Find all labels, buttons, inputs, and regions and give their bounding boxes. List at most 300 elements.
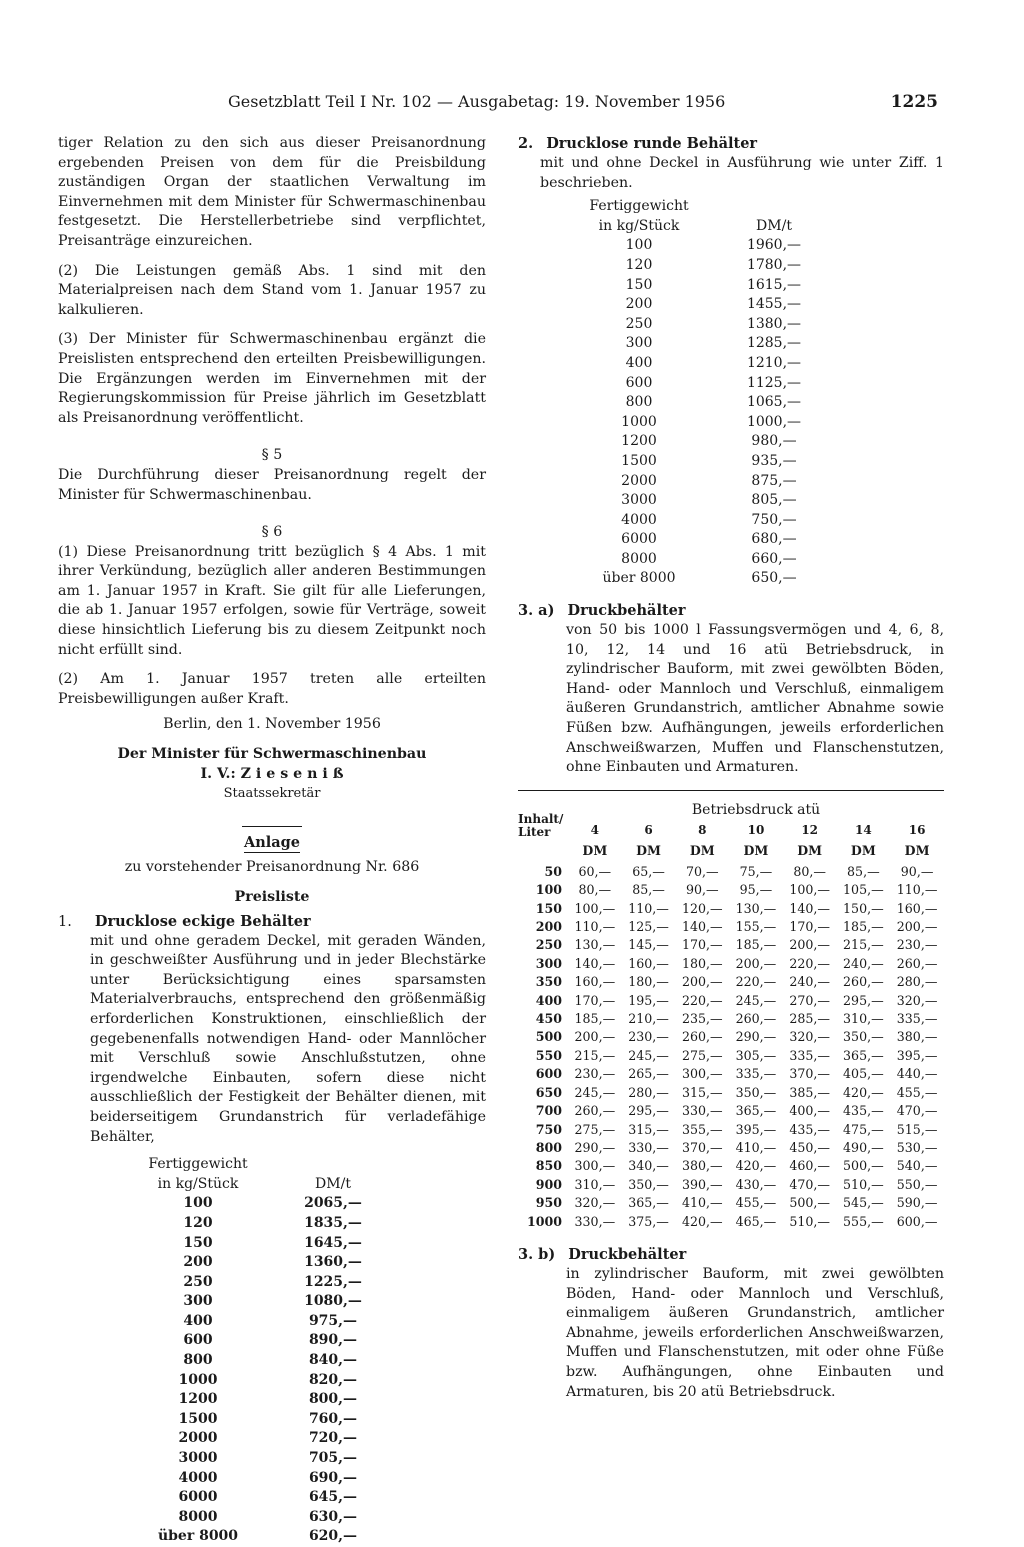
table-row [518, 1121, 944, 1139]
table-row [518, 973, 944, 991]
price-cell: 600,— [896, 1213, 938, 1229]
paragraph-3: (3) Der Minister für Schwermaschinenbau ergänzt die Preislisten entsprechend den erteilten Preisbewilligungen. Die Ergänzungen werden im Einvernehmen mit der Regierungskommission für Preise jährlich im Gesetzblatt als Preisanordnung veröffentlicht. [58, 331, 486, 426]
table-row [584, 334, 854, 354]
price-cell: 365,— [843, 1047, 884, 1063]
weight-cell: 600 [183, 1332, 213, 1349]
price-cell: 705,— [308, 1450, 358, 1467]
volume-cell: 100 [535, 882, 562, 898]
table-row [518, 1010, 944, 1028]
weight-cell: 8000 [621, 550, 657, 567]
price-cell: 315,— [681, 1084, 723, 1100]
price-cell: 335,— [789, 1047, 830, 1063]
price-cell: 390,— [681, 1176, 723, 1192]
price-cell: 270,— [789, 992, 830, 1008]
weight-cell: 3000 [178, 1450, 218, 1467]
price-cell: 110,— [896, 882, 938, 898]
price-cell: 590,— [896, 1195, 938, 1211]
table-head-price: DM/t [756, 217, 792, 234]
table-row [518, 936, 944, 954]
price-cell: 340,— [628, 1158, 669, 1174]
volume-cell: 350 [535, 974, 562, 990]
weight-cell: über 8000 [157, 1528, 239, 1545]
table-row [138, 1508, 408, 1528]
weight-cell: 1200 [621, 433, 657, 450]
price-cell: 365,— [735, 1103, 777, 1119]
price-cell: 1380,— [746, 315, 802, 332]
table-row [138, 1331, 408, 1351]
price-cell: 310,— [843, 1011, 884, 1027]
weight-cell: 300 [625, 335, 653, 352]
price-cell: 265,— [628, 1066, 669, 1082]
price-cell: 230,— [896, 937, 938, 953]
price-cell: 380,— [896, 1029, 938, 1045]
weight-cell: 6000 [178, 1489, 218, 1506]
price-cell: 1360,— [304, 1254, 362, 1271]
price-cell: 540,— [896, 1158, 938, 1174]
price-cell: 220,— [735, 974, 777, 990]
price-cell: 160,— [896, 900, 938, 916]
volume-cell: 450 [535, 1011, 562, 1027]
price-cell: 335,— [735, 1066, 777, 1082]
item-2-text: mit und ohne Deckel in Ausführung wie unter Ziff. 1 beschrieben. [540, 155, 944, 191]
price-cell: 410,— [735, 1139, 777, 1155]
price-cell: 435,— [789, 1121, 830, 1137]
price-cell: 350,— [735, 1084, 777, 1100]
price-cell: 430,— [735, 1176, 777, 1192]
price-cell: 380,— [681, 1158, 723, 1174]
price-cell: 80,— [793, 863, 826, 879]
price-cell: 805,— [751, 492, 797, 509]
table-row [584, 295, 854, 315]
price-cell: 185,— [574, 1011, 616, 1027]
price-cell: 245,— [574, 1084, 616, 1100]
table-row [584, 491, 854, 511]
price-cell: 720,— [308, 1430, 358, 1447]
page-title: Gesetzblatt Teil I Nr. 102 — Ausgabetag: 19. November 1956 [228, 92, 726, 111]
price-cell: 280,— [896, 974, 938, 990]
price-cell: 370,— [681, 1139, 723, 1155]
price-cell: 320,— [574, 1195, 616, 1211]
pressure-price-table [518, 790, 944, 1231]
price-cell: 330,— [574, 1213, 616, 1229]
item-1-heading [58, 912, 486, 932]
item-2-title: Drucklose runde Behälter [546, 135, 758, 152]
weight-table-right [584, 197, 854, 589]
price-cell: 470,— [789, 1176, 830, 1192]
price-cell: 110,— [628, 900, 669, 916]
price-cell: 395,— [735, 1121, 777, 1137]
unit-row [518, 839, 944, 863]
volume-cell: 700 [535, 1103, 562, 1119]
pressure-title: Betriebsdruck atü [568, 790, 944, 821]
table-row [584, 354, 854, 374]
price-cell: 510,— [843, 1176, 884, 1192]
price-cell: 275,— [681, 1047, 723, 1063]
price-cell: 160,— [628, 955, 669, 971]
weight-cell: 1000 [178, 1371, 218, 1388]
price-cell: 260,— [735, 1011, 777, 1027]
volume-cell: 750 [535, 1121, 562, 1137]
table-head-weight: Fertiggewicht in kg/Stück [148, 1156, 248, 1192]
anlage-block [58, 826, 486, 908]
item-3a-text: von 50 bis 1000 l Fassungsvermögen und 4, 6, 8, 10, 12, 14 und 16 atü Betriebsdruck, in zylindrischer Bauform, mit zwei gewölbten Böden, Hand- oder Mannloch und Verschluß, einmaligem äußeren Grundanstrich, amtlicher Abnahme sowie Füßen bzw. Aufhängungen, jeweils erforderlichen Anschweißwarzen, Muffen und Flanschenstutzen, ohne Einbauten und Armaturen. [566, 622, 944, 776]
price-cell: 180,— [628, 974, 669, 990]
price-cell: 350,— [628, 1176, 669, 1192]
price-cell: 290,— [735, 1029, 777, 1045]
item-2-number: 2. [518, 135, 534, 152]
price-cell: 235,— [681, 1011, 723, 1027]
table-row [584, 374, 854, 394]
price-cell: 510,— [789, 1213, 830, 1229]
section-5-text: Die Durchführung dieser Preisanordnung regelt der Minister für Schwermaschinenbau. [58, 466, 486, 503]
weight-cell: 200 [183, 1254, 213, 1271]
price-cell: 530,— [896, 1139, 938, 1155]
table-row [518, 1194, 944, 1212]
table-row [518, 900, 944, 918]
page-header [228, 92, 938, 118]
price-cell: 260,— [843, 974, 884, 990]
table-row [584, 530, 854, 550]
weight-cell: 120 [625, 256, 653, 273]
volume-cell: 150 [535, 900, 562, 916]
weight-cell: 4000 [178, 1469, 218, 1486]
table-row [138, 1194, 408, 1214]
price-cell: 295,— [628, 1103, 669, 1119]
unit-cell: DM [636, 842, 661, 858]
table-row [584, 276, 854, 296]
price-cell: 395,— [896, 1047, 938, 1063]
weight-cell: 3000 [621, 492, 657, 509]
role: Staatssekretär [223, 786, 321, 802]
right-column [518, 134, 944, 1402]
price-cell: 680,— [751, 531, 797, 548]
price-cell: 200,— [789, 937, 830, 953]
price-cell: 130,— [574, 937, 616, 953]
table-row [138, 1429, 408, 1449]
price-cell: 490,— [843, 1139, 884, 1155]
table-row [518, 1065, 944, 1083]
pressure-column-header: 4 [590, 822, 600, 837]
price-cell: 935,— [751, 452, 797, 469]
anlage-title: Anlage [243, 833, 301, 851]
table-head-price: DM/t [315, 1175, 351, 1192]
weight-cell: 2000 [178, 1430, 218, 1447]
price-cell: 690,— [308, 1469, 358, 1486]
table-row [138, 1292, 408, 1312]
price-cell: 1285,— [746, 335, 802, 352]
price-cell: 170,— [574, 992, 616, 1008]
price-cell: 110,— [574, 919, 616, 935]
price-cell: 65,— [632, 863, 665, 879]
weight-cell: 800 [183, 1352, 213, 1369]
item-3a-heading [518, 601, 944, 621]
item-3b-heading [518, 1245, 944, 1265]
price-cell: 140,— [574, 955, 616, 971]
price-cell: 145,— [628, 937, 669, 953]
price-cell: 1835,— [304, 1214, 362, 1231]
table-row [138, 1469, 408, 1489]
volume-cell: 1000 [526, 1213, 562, 1229]
table-row [138, 1449, 408, 1469]
table-row [518, 1102, 944, 1120]
table-row [584, 550, 854, 570]
price-cell: 1210,— [746, 354, 802, 371]
price-cell: 455,— [896, 1084, 938, 1100]
item-3b-number: 3. b) [518, 1245, 556, 1263]
price-cell: 420,— [843, 1084, 884, 1100]
price-cell: 60,— [578, 863, 612, 879]
price-cell: 890,— [308, 1332, 358, 1349]
table-row [138, 1273, 408, 1293]
price-cell: 760,— [308, 1410, 358, 1427]
table-row [518, 1139, 944, 1157]
pressure-column-header: 8 [698, 822, 707, 837]
price-cell: 400,— [789, 1103, 830, 1119]
table-row [584, 315, 854, 335]
volume-cell: 300 [535, 955, 562, 971]
price-cell: 645,— [308, 1489, 358, 1506]
price-cell: 300,— [574, 1158, 616, 1174]
pressure-column-header: 12 [801, 822, 819, 837]
section-6-title: § 6 [261, 524, 283, 541]
price-cell: 545,— [843, 1195, 884, 1211]
price-cell: 200,— [735, 955, 777, 971]
price-cell: 1065,— [746, 394, 802, 411]
unit-cell: DM [582, 842, 608, 858]
price-cell: 800,— [308, 1391, 358, 1408]
unit-cell: DM [743, 842, 769, 858]
weight-cell: über 8000 [602, 570, 676, 587]
item-3b-title: Druckbehälter [568, 1245, 687, 1263]
price-cell: 750,— [751, 511, 797, 528]
weight-cell: 150 [625, 276, 653, 293]
price-cell: 185,— [735, 937, 777, 953]
price-cell: 475,— [843, 1121, 884, 1137]
section-6-paragraph-1: (1) Diese Preisanordnung tritt bezüglich § 4 Abs. 1 mit ihrer Verkündung, bezüglich aller anderen Bestimmungen am 1. Januar 1957 in Kraft. Sie gilt für alle Lieferungen, die ab 1. Januar 1957 erfolgen, sowie für Verträge, soweit diese hinsichtlich Lieferung bis zu diesem Zeitpunkt noch nicht erfüllt sind. [58, 543, 486, 658]
table-row [138, 1253, 408, 1273]
pressure-column-header: 6 [644, 822, 653, 837]
weight-table-left [138, 1155, 408, 1547]
weight-cell: 1200 [178, 1391, 218, 1408]
price-cell: 140,— [681, 919, 723, 935]
price-cell: 450,— [789, 1139, 830, 1155]
table-row [518, 1213, 944, 1231]
price-cell: 140,— [789, 900, 830, 916]
price-cell: 440,— [896, 1066, 938, 1082]
table-row [518, 918, 944, 936]
price-cell: 1080,— [304, 1293, 362, 1310]
table-row [518, 881, 944, 899]
table-row [584, 393, 854, 413]
price-cell: 320,— [896, 992, 938, 1008]
price-cell: 650,— [751, 570, 797, 587]
price-cell: 350,— [843, 1029, 884, 1045]
price-cell: 275,— [574, 1121, 616, 1137]
table-row [584, 413, 854, 433]
page-number: 1225 [890, 92, 938, 112]
price-cell: 245,— [735, 992, 777, 1008]
price-cell: 1455,— [746, 296, 802, 313]
price-cell: 215,— [574, 1047, 616, 1063]
table-row [518, 1084, 944, 1102]
price-cell: 80,— [578, 882, 612, 898]
weight-cell: 200 [625, 296, 653, 313]
volume-cell: 500 [535, 1029, 562, 1045]
price-cell: 840,— [308, 1352, 358, 1369]
table-row [584, 569, 854, 589]
price-cell: 195,— [628, 992, 669, 1008]
weight-cell: 100 [625, 237, 653, 254]
price-cell: 245,— [628, 1047, 669, 1063]
table-row [584, 452, 854, 472]
pressure-column-header: 16 [908, 822, 926, 837]
price-cell: 365,— [628, 1195, 669, 1211]
price-cell: 230,— [628, 1029, 669, 1045]
price-cell: 305,— [735, 1047, 777, 1063]
price-cell: 280,— [628, 1084, 669, 1100]
price-cell: 210,— [628, 1011, 669, 1027]
table-row [138, 1312, 408, 1332]
price-cell: 550,— [896, 1176, 938, 1192]
divider [242, 826, 302, 827]
paragraph-2: (2) Die Leistungen gemäß Abs. 1 sind mit den Materialpreisen nach dem Stand vom 1. Januar 1957 zu kalkulieren. [58, 262, 486, 318]
preisliste-title: Preisliste [234, 889, 310, 905]
price-cell: 100,— [789, 882, 830, 898]
price-cell: 70,— [685, 863, 719, 879]
item-1-title: Drucklose eckige Behälter [94, 912, 311, 930]
price-cell: 125,— [628, 919, 669, 935]
weight-cell: 250 [625, 315, 653, 332]
table-row [138, 1527, 408, 1547]
weight-cell: 1500 [621, 452, 657, 469]
weight-cell: 2000 [621, 472, 657, 489]
price-cell: 130,— [735, 900, 777, 916]
item-1-text: mit und ohne geradem Deckel, mit geraden Wänden, in geschweißter Ausführung und in jeder Blechstärke unter Berücksichtigung eines sparsamsten Materialverbrauchs, entsprechend den größenmäßig erforderlichen Konstruktionen, einschließlich der gegebenenfalls notwendigen Hand- oder Mannlöcher mit Verschluß sowie Anschlußstutzen, ohne irgendwelche Einbauten, sofern diese nicht ausschließlich der Festigkeit der Behälter dienen, mit beiderseitigem Grundanstrich für verladefähige Behälter, [90, 932, 486, 1145]
price-cell: 555,— [843, 1213, 884, 1229]
price-cell: 295,— [843, 992, 884, 1008]
price-cell: 660,— [751, 550, 797, 567]
price-cell: 405,— [843, 1066, 884, 1082]
price-cell: 500,— [843, 1158, 884, 1174]
price-cell: 220,— [681, 992, 723, 1008]
table-row [518, 863, 944, 881]
price-cell: 410,— [681, 1195, 723, 1211]
table-row [138, 1234, 408, 1254]
section-6-paragraph-2: (2) Am 1. Januar 1957 treten alle erteilten Preisbewilligungen außer Kraft. [58, 671, 486, 707]
price-cell: 330,— [681, 1103, 723, 1119]
volume-cell: 400 [535, 992, 562, 1008]
anlage-subtitle: zu vorstehender Preisanordnung Nr. 686 [124, 859, 420, 876]
table-row [584, 236, 854, 256]
volume-cell: 600 [535, 1066, 562, 1082]
price-cell: 310,— [574, 1176, 616, 1192]
item-3b-text: in zylindrischer Bauform, mit zwei gewölbten Böden, Hand- oder Mannloch und Verschluß, einmaligem äußeren Grundanstrich, amtlicher Abnahme, jeweils erforderlichen Anschweißwarzen, Muffen und Flanschenstutzen, mit oder ohne Füße bzw. Aufhängungen, ohne Einbauten und Armaturen, bis 20 atü Betriebsdruck. [566, 1265, 944, 1400]
table-row [138, 1410, 408, 1430]
table-row [584, 472, 854, 492]
weight-cell: 400 [183, 1312, 213, 1329]
table-row [518, 1157, 944, 1175]
table-row [138, 1371, 408, 1391]
price-cell: 335,— [896, 1011, 938, 1027]
pressure-column-header: 14 [855, 822, 872, 837]
price-cell: 460,— [789, 1158, 830, 1174]
price-cell: 75,— [739, 863, 773, 879]
price-cell: 200,— [896, 919, 938, 935]
unit-cell: DM [797, 842, 823, 858]
price-cell: 90,— [685, 882, 719, 898]
table-row [138, 1351, 408, 1371]
volume-cell: 850 [535, 1158, 562, 1174]
price-cell: 120,— [681, 900, 723, 916]
weight-cell: 150 [183, 1234, 213, 1251]
price-cell: 515,— [896, 1121, 938, 1137]
weight-cell: 800 [625, 394, 653, 411]
item-2-heading [518, 134, 944, 154]
price-cell: 185,— [843, 919, 884, 935]
table-row [518, 955, 944, 973]
price-cell: 370,— [789, 1066, 830, 1082]
volume-cell: 800 [535, 1139, 562, 1155]
price-cell: 465,— [735, 1213, 777, 1229]
price-cell: 980,— [751, 433, 797, 450]
weight-cell: 100 [183, 1195, 213, 1212]
volume-cell: 550 [535, 1047, 562, 1063]
volume-cell: 200 [535, 919, 562, 935]
price-cell: 90,— [900, 863, 934, 879]
weight-cell: 6000 [621, 531, 657, 548]
weight-cell: 120 [183, 1214, 213, 1231]
weight-cell: 400 [625, 354, 653, 371]
item-3a-number: 3. a) [518, 602, 555, 620]
corner-label: Inhalt/ Liter [518, 790, 568, 839]
weight-cell: 1500 [178, 1410, 218, 1427]
signature: I. V.: Z i e s e n i ß [200, 765, 344, 782]
price-cell: 150,— [843, 900, 884, 916]
price-cell: 1645,— [304, 1234, 362, 1251]
price-cell: 455,— [735, 1195, 777, 1211]
price-cell: 320,— [789, 1029, 830, 1045]
price-cell: 975,— [308, 1312, 358, 1329]
price-cell: 1960,— [746, 237, 802, 254]
price-cell: 170,— [681, 937, 723, 953]
table-row [518, 1028, 944, 1046]
volume-cell: 650 [535, 1084, 562, 1100]
price-cell: 1000,— [746, 413, 802, 430]
price-cell: 105,— [843, 882, 884, 898]
price-cell: 420,— [735, 1158, 777, 1174]
item-3a-title: Druckbehälter [567, 602, 686, 620]
place-date: Berlin, den 1. November 1956 [163, 716, 381, 733]
price-cell: 1125,— [746, 374, 802, 391]
unit-spacer [518, 839, 568, 863]
pressure-column-header: 10 [747, 822, 765, 837]
price-cell: 180,— [681, 955, 723, 971]
section-5-title: § 5 [261, 447, 283, 464]
price-cell: 315,— [628, 1121, 669, 1137]
price-cell: 200,— [574, 1029, 616, 1045]
price-cell: 260,— [896, 955, 938, 971]
price-cell: 470,— [896, 1103, 938, 1119]
unit-cell: DM [689, 842, 715, 858]
table-row [518, 992, 944, 1010]
table-row [138, 1390, 408, 1410]
price-cell: 220,— [789, 955, 830, 971]
price-cell: 330,— [628, 1139, 669, 1155]
minister-title: Der Minister für Schwermaschinenbau [117, 746, 427, 763]
volume-cell: 250 [535, 937, 562, 953]
price-cell: 385,— [789, 1084, 830, 1100]
table-row [584, 256, 854, 276]
